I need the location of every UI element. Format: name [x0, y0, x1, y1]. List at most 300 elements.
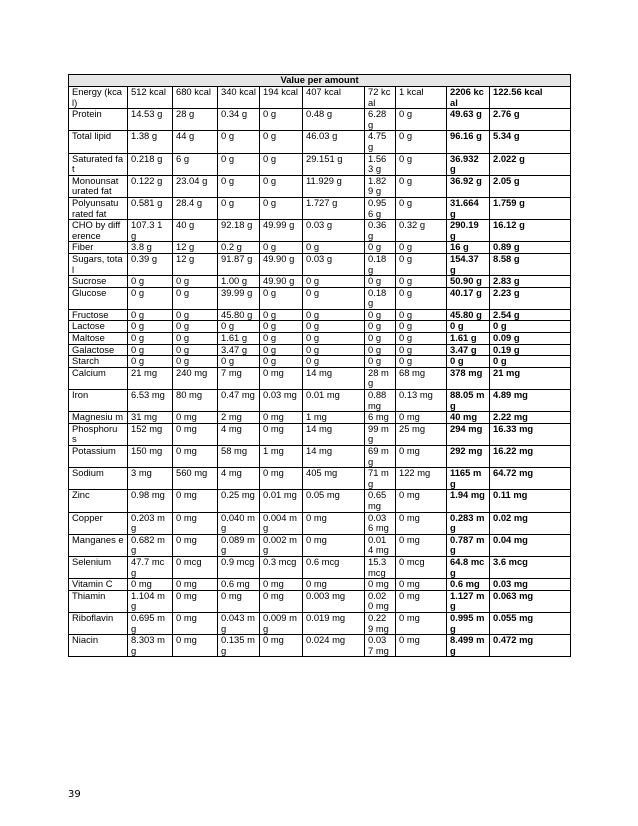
value-cell: 0.787 mg	[447, 534, 490, 556]
table-row	[69, 579, 571, 591]
value-cell: 0 g	[260, 109, 303, 131]
value-cell: 1.727 g	[303, 197, 365, 219]
value-cell: 0.03 g	[303, 253, 365, 275]
value-cell: 0.03 6 mg	[365, 512, 396, 534]
table-row	[69, 153, 571, 175]
value-cell: 0 g	[396, 276, 447, 288]
value-cell: 0.04 mg	[490, 534, 571, 556]
value-cell: 0.05 mg	[303, 490, 365, 512]
value-cell: 0.02 mg	[490, 512, 571, 534]
value-cell: 0 g	[396, 321, 447, 333]
value-cell: 0 mg	[396, 512, 447, 534]
value-cell: 0 mcg	[173, 556, 218, 578]
value-cell: 0 g	[365, 333, 396, 345]
value-cell: 0.009 mg	[260, 612, 303, 634]
value-cell: 294 mg	[447, 423, 490, 445]
value-cell: 0 g	[218, 321, 260, 333]
value-cell: 0 mg	[173, 446, 218, 468]
value-cell: 16 g	[447, 242, 490, 254]
value-cell: 1.61 g	[218, 333, 260, 345]
table-row	[69, 276, 571, 288]
table-row	[69, 344, 571, 356]
value-cell: 8.303 mg	[128, 635, 173, 657]
value-cell: 0 g	[128, 333, 173, 345]
nutrient-name-cell: Selenium	[69, 556, 128, 578]
value-cell: 0.003 mg	[303, 590, 365, 612]
value-cell: 0 g	[128, 309, 173, 321]
nutrient-name-cell: Iron	[69, 390, 128, 412]
value-cell: 0 g	[260, 333, 303, 345]
value-cell: 0.122 g	[128, 175, 173, 197]
value-cell: 0 g	[303, 333, 365, 345]
value-cell: 0.063 mg	[490, 590, 571, 612]
nutrient-name-cell: Glucose	[69, 287, 128, 309]
value-cell: 0.472 mg	[490, 635, 571, 657]
value-cell: 64.72 mg	[490, 468, 571, 490]
value-cell: 80 mg	[173, 390, 218, 412]
nutrient-name-cell: Fructose	[69, 309, 128, 321]
value-cell: 1165 mg	[447, 468, 490, 490]
value-cell: 4.89 mg	[490, 390, 571, 412]
value-cell: 16.33 mg	[490, 423, 571, 445]
value-cell: 0 mg	[260, 579, 303, 591]
value-cell: 58 mg	[218, 446, 260, 468]
value-cell: 0.19 g	[490, 344, 571, 356]
table-body	[69, 87, 571, 657]
value-cell: 292 mg	[447, 446, 490, 468]
value-cell: 0.6 mcg	[303, 556, 365, 578]
table-row	[69, 612, 571, 634]
table-row	[69, 468, 571, 490]
value-cell: 0.09 g	[490, 333, 571, 345]
nutrient-name-cell: Copper	[69, 512, 128, 534]
value-cell: 68 mg	[396, 367, 447, 389]
nutrient-name-cell: Zinc	[69, 490, 128, 512]
value-cell: 0 g	[303, 242, 365, 254]
value-cell: 0 mg	[303, 579, 365, 591]
value-cell: 405 mg	[303, 468, 365, 490]
value-cell: 2.05 g	[490, 175, 571, 197]
value-cell: 0 mg	[173, 612, 218, 634]
value-cell: 0.682 mg	[128, 534, 173, 556]
value-cell: 0 mg	[396, 446, 447, 468]
value-cell: 0 mg	[128, 579, 173, 591]
nutrient-name-cell: Starch	[69, 356, 128, 368]
table-row	[69, 356, 571, 368]
value-cell: 0 g	[303, 321, 365, 333]
value-cell: 28 mg	[365, 367, 396, 389]
value-cell: 0 g	[218, 356, 260, 368]
table-row	[69, 390, 571, 412]
value-cell: 0.6 mg	[447, 579, 490, 591]
value-cell: 12 g	[173, 242, 218, 254]
value-cell: 0.02 0 mg	[365, 590, 396, 612]
value-cell: 0 g	[218, 153, 260, 175]
nutrient-name-cell: Maltose	[69, 333, 128, 345]
table-row	[69, 321, 571, 333]
value-cell: 0 mg	[260, 412, 303, 424]
value-cell: 2.54 g	[490, 309, 571, 321]
table-row	[69, 590, 571, 612]
value-cell: 0 g	[260, 175, 303, 197]
value-cell: 0 mg	[396, 590, 447, 612]
nutrient-name-cell: Energy (kcal)	[69, 87, 128, 109]
value-cell: 0 g	[396, 287, 447, 309]
nutrient-name-cell: Riboflavin	[69, 612, 128, 634]
value-cell: 49.90 g	[260, 253, 303, 275]
value-cell: 0 g	[396, 344, 447, 356]
nutrient-name-cell: Saturated fat	[69, 153, 128, 175]
value-cell: 0 g	[396, 356, 447, 368]
value-cell: 107.3 1 g	[128, 220, 173, 242]
value-cell: 5.34 g	[490, 131, 571, 153]
value-cell: 6.53 mg	[128, 390, 173, 412]
value-cell: 50.90 g	[447, 276, 490, 288]
value-cell: 0 mg	[396, 412, 447, 424]
value-cell: 0.03 7 mg	[365, 635, 396, 657]
value-cell: 4 mg	[218, 468, 260, 490]
value-cell: 45.80 g	[447, 309, 490, 321]
value-cell: 1.94 mg	[447, 490, 490, 512]
value-cell: 0 mg	[260, 367, 303, 389]
value-cell: 0 g	[260, 197, 303, 219]
value-cell: 0 mg	[173, 512, 218, 534]
value-cell: 0 mg	[396, 490, 447, 512]
nutrient-name-cell: Manganes e	[69, 534, 128, 556]
value-cell: 0 g	[396, 109, 447, 131]
value-cell: 1.104 mg	[128, 590, 173, 612]
nutrient-name-cell: Vitamin C	[69, 579, 128, 591]
value-cell: 0 g	[396, 253, 447, 275]
value-cell: 0 g	[260, 153, 303, 175]
value-cell: 0.98 mg	[128, 490, 173, 512]
value-cell: 0 g	[490, 321, 571, 333]
value-cell: 0 g	[365, 309, 396, 321]
table-row	[69, 490, 571, 512]
value-cell: 0.995 mg	[447, 612, 490, 634]
table-row	[69, 109, 571, 131]
value-cell: 36.932 g	[447, 153, 490, 175]
value-cell: 0.3 mcg	[260, 556, 303, 578]
value-cell: 0.9 mcg	[218, 556, 260, 578]
value-cell: 0 mg	[173, 579, 218, 591]
value-cell: 0 g	[365, 321, 396, 333]
value-cell: 0.34 g	[218, 109, 260, 131]
value-cell: 0 mg	[260, 590, 303, 612]
value-cell: 0 mg	[173, 590, 218, 612]
nutrient-name-cell: Niacin	[69, 635, 128, 657]
value-cell: 0 g	[173, 309, 218, 321]
value-cell: 0 g	[260, 131, 303, 153]
value-cell: 0 g	[396, 309, 447, 321]
value-cell: 0 g	[128, 276, 173, 288]
value-cell: 6.28 g	[365, 109, 396, 131]
value-cell: 0 g	[303, 309, 365, 321]
value-cell: 0 mg	[260, 423, 303, 445]
value-cell: 0.03 mg	[490, 579, 571, 591]
value-cell: 0 g	[260, 356, 303, 368]
table-header-row	[69, 75, 571, 87]
value-cell: 71 mg	[365, 468, 396, 490]
table-row	[69, 635, 571, 657]
value-cell: 0.043 mg	[218, 612, 260, 634]
value-cell: 16.12 g	[490, 220, 571, 242]
value-cell: 0 g	[218, 197, 260, 219]
value-cell: 0 g	[173, 333, 218, 345]
value-cell: 0.218 g	[128, 153, 173, 175]
value-cell: 0.88 mg	[365, 390, 396, 412]
value-cell: 14 mg	[303, 367, 365, 389]
value-cell: 3 mg	[128, 468, 173, 490]
value-cell: 14.53 g	[128, 109, 173, 131]
value-cell: 0.89 g	[490, 242, 571, 254]
value-cell: 680 kcal	[173, 87, 218, 109]
value-cell: 11.929 g	[303, 175, 365, 197]
nutrient-name-cell: Fiber	[69, 242, 128, 254]
value-cell: 88.05 mg	[447, 390, 490, 412]
value-cell: 2.22 mg	[490, 412, 571, 424]
value-cell: 23.04 g	[173, 175, 218, 197]
value-cell: 378 mg	[447, 367, 490, 389]
value-cell: 0 g	[218, 131, 260, 153]
value-cell: 8.58 g	[490, 253, 571, 275]
value-cell: 0 mg	[173, 412, 218, 424]
value-cell: 2.76 g	[490, 109, 571, 131]
value-cell: 6 g	[173, 153, 218, 175]
value-cell: 0 g	[303, 276, 365, 288]
value-cell: 0.695 mg	[128, 612, 173, 634]
value-cell: 0.25 mg	[218, 490, 260, 512]
value-cell: 0.01 4 mg	[365, 534, 396, 556]
value-cell: 31 mg	[128, 412, 173, 424]
value-cell: 407 kcal	[303, 87, 365, 109]
value-cell: 0 mg	[173, 635, 218, 657]
table-row	[69, 87, 571, 109]
value-cell: 40 g	[173, 220, 218, 242]
value-cell: 154.37 g	[447, 253, 490, 275]
value-cell: 69 mg	[365, 446, 396, 468]
value-cell: 0.01 mg	[260, 490, 303, 512]
nutrient-name-cell: Calcium	[69, 367, 128, 389]
value-cell: 2 mg	[218, 412, 260, 424]
value-cell: 1 mg	[260, 446, 303, 468]
value-cell: 4 mg	[218, 423, 260, 445]
table-row	[69, 220, 571, 242]
value-cell: 21 mg	[490, 367, 571, 389]
value-cell: 47.7 mcg	[128, 556, 173, 578]
value-cell: 0 g	[173, 287, 218, 309]
value-cell: 1.00 g	[218, 276, 260, 288]
value-cell: 0 g	[303, 356, 365, 368]
value-cell: 0 g	[365, 356, 396, 368]
table-row	[69, 412, 571, 424]
value-cell: 0 g	[260, 321, 303, 333]
value-cell: 0 g	[490, 356, 571, 368]
value-cell: 0.03 mg	[260, 390, 303, 412]
table-row	[69, 446, 571, 468]
value-cell: 39.99 g	[218, 287, 260, 309]
value-cell: 122 mg	[396, 468, 447, 490]
table-row	[69, 333, 571, 345]
value-cell: 1.759 g	[490, 197, 571, 219]
value-cell: 0 g	[447, 321, 490, 333]
value-cell: 0 mg	[218, 590, 260, 612]
value-cell: 0 g	[365, 344, 396, 356]
table-row	[69, 367, 571, 389]
value-cell: 340 kcal	[218, 87, 260, 109]
value-cell: 0.13 mg	[396, 390, 447, 412]
nutrient-name-cell: Potassium	[69, 446, 128, 468]
value-cell: 0 g	[173, 276, 218, 288]
value-cell: 0 g	[396, 131, 447, 153]
value-cell: 512 kcal	[128, 87, 173, 109]
value-cell: 49.99 g	[260, 220, 303, 242]
value-cell: 194 kcal	[260, 87, 303, 109]
value-cell: 0 g	[128, 321, 173, 333]
value-cell: 152 mg	[128, 423, 173, 445]
value-cell: 0 g	[260, 309, 303, 321]
table-row	[69, 242, 571, 254]
value-cell: 0 g	[173, 321, 218, 333]
value-cell: 0.004 mg	[260, 512, 303, 534]
value-cell: 0.089 mg	[218, 534, 260, 556]
value-cell: 0 g	[173, 356, 218, 368]
value-cell: 0.283 mg	[447, 512, 490, 534]
value-cell: 0.203 mg	[128, 512, 173, 534]
nutrient-name-cell: Thiamin	[69, 590, 128, 612]
value-cell: 0.03 g	[303, 220, 365, 242]
value-cell: 40.17 g	[447, 287, 490, 309]
value-cell: 0 g	[260, 344, 303, 356]
value-cell: 96.16 g	[447, 131, 490, 153]
value-cell: 25 mg	[396, 423, 447, 445]
value-cell: 0 g	[218, 175, 260, 197]
nutrient-name-cell: Monounsat urated fat	[69, 175, 128, 197]
value-cell: 0.32 g	[396, 220, 447, 242]
value-cell: 0.95 6 g	[365, 197, 396, 219]
value-cell: 0.18 g	[365, 253, 396, 275]
value-cell: 0 g	[396, 175, 447, 197]
value-cell: 49.63 g	[447, 109, 490, 131]
value-cell: 31.664 g	[447, 197, 490, 219]
value-cell: 0 g	[303, 287, 365, 309]
value-cell: 1.38 g	[128, 131, 173, 153]
value-cell: 21 mg	[128, 367, 173, 389]
nutrient-name-cell: Total lipid	[69, 131, 128, 153]
value-cell: 28.4 g	[173, 197, 218, 219]
value-cell: 0.135 mg	[218, 635, 260, 657]
value-cell: 1 mg	[303, 412, 365, 424]
value-cell: 2.83 g	[490, 276, 571, 288]
value-cell: 0 mg	[260, 468, 303, 490]
value-cell: 46.03 g	[303, 131, 365, 153]
value-cell: 0 g	[396, 153, 447, 175]
value-cell: 16.22 mg	[490, 446, 571, 468]
table-row	[69, 131, 571, 153]
value-cell: 0.39 g	[128, 253, 173, 275]
value-cell: 2.022 g	[490, 153, 571, 175]
value-cell: 99 mg	[365, 423, 396, 445]
value-cell: 150 mg	[128, 446, 173, 468]
value-cell: 0.11 mg	[490, 490, 571, 512]
nutrient-name-cell: CHO by difference	[69, 220, 128, 242]
value-cell: 0.6 mg	[218, 579, 260, 591]
page-number: 39	[68, 789, 81, 800]
value-cell: 7 mg	[218, 367, 260, 389]
value-cell: 0 mg	[303, 534, 365, 556]
value-cell: 0 g	[396, 333, 447, 345]
value-cell: 14 mg	[303, 423, 365, 445]
value-cell: 1.127 mg	[447, 590, 490, 612]
value-cell: 560 mg	[173, 468, 218, 490]
value-cell: 0.18 g	[365, 287, 396, 309]
value-cell: 0.65 mg	[365, 490, 396, 512]
value-cell: 0 mg	[173, 423, 218, 445]
table-row	[69, 556, 571, 578]
value-cell: 0 mg	[173, 490, 218, 512]
value-cell: 8.499 mg	[447, 635, 490, 657]
value-cell: 49.90 g	[260, 276, 303, 288]
table-row	[69, 534, 571, 556]
value-cell: 0 mg	[396, 534, 447, 556]
table-row	[69, 175, 571, 197]
value-cell: 6 mg	[365, 412, 396, 424]
value-cell: 44 g	[173, 131, 218, 153]
value-cell: 45.80 g	[218, 309, 260, 321]
nutrient-name-cell: Sucrose	[69, 276, 128, 288]
value-cell: 0 mg	[396, 612, 447, 634]
value-cell: 92.18 g	[218, 220, 260, 242]
value-cell: 3.6 mcg	[490, 556, 571, 578]
value-cell: 240 mg	[173, 367, 218, 389]
value-cell: 0 g	[365, 242, 396, 254]
nutrient-name-cell: Protein	[69, 109, 128, 131]
value-cell: 0 g	[173, 344, 218, 356]
value-cell: 0.019 mg	[303, 612, 365, 634]
value-cell: 0.47 mg	[218, 390, 260, 412]
value-cell: 3.8 g	[128, 242, 173, 254]
table-row	[69, 197, 571, 219]
value-cell: 0.581 g	[128, 197, 173, 219]
value-cell: 0.055 mg	[490, 612, 571, 634]
table-row	[69, 512, 571, 534]
table-row	[69, 253, 571, 275]
value-cell: 0 g	[128, 344, 173, 356]
value-cell: 4.75 g	[365, 131, 396, 153]
value-cell: 0.002 mg	[260, 534, 303, 556]
value-cell: 0.22 9 mg	[365, 612, 396, 634]
value-cell: 0 g	[365, 276, 396, 288]
nutrient-name-cell: Sodium	[69, 468, 128, 490]
value-cell: 3.47 g	[218, 344, 260, 356]
value-cell: 1.56 3 g	[365, 153, 396, 175]
value-cell: 0 mg	[173, 534, 218, 556]
value-cell: 72 kcal	[365, 87, 396, 109]
value-cell: 0 g	[128, 356, 173, 368]
value-cell: 0.36 g	[365, 220, 396, 242]
value-cell: 0 g	[396, 242, 447, 254]
value-cell: 0.040 mg	[218, 512, 260, 534]
value-cell: 0 mg	[365, 579, 396, 591]
value-cell: 36.92 g	[447, 175, 490, 197]
value-cell: 0 mg	[396, 579, 447, 591]
value-cell: 0 g	[260, 287, 303, 309]
value-cell: 0 mg	[260, 635, 303, 657]
value-cell: 0 g	[303, 344, 365, 356]
value-cell: 122.56 kcal	[490, 87, 571, 109]
value-cell: 28 g	[173, 109, 218, 131]
value-cell: 1.61 g	[447, 333, 490, 345]
